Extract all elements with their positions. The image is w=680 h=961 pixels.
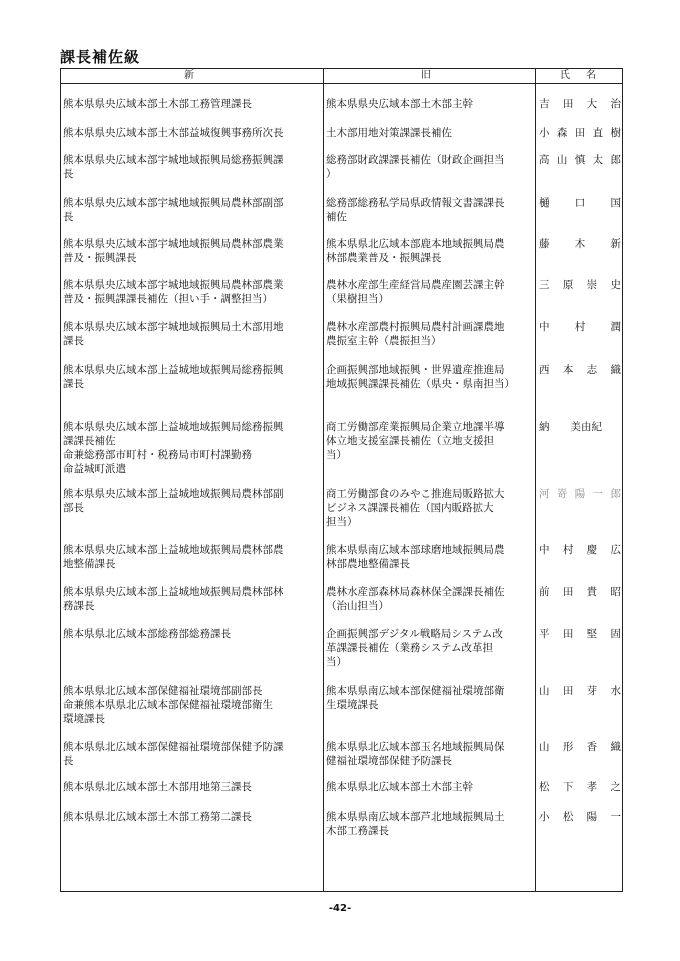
page-number: -42-	[328, 903, 352, 914]
row-9-old-cell: 商工労働部産業振興局企業立地課半導 体立地支援室課長補佐（立地支援担 当）	[326, 421, 505, 461]
row-14-new-cell: 熊本県県北広域本部保健福祉環境部副部長 命兼熊本県県北広域本部保健福祉環境部衛生 環境課長	[63, 685, 273, 725]
row-8-name-cell: 西本志織	[539, 364, 621, 376]
row-5-old-cell: 熊本県県北広域本部鹿本地域振興局農 林部農業普及・振興課長	[326, 238, 505, 264]
row-12-new-cell: 熊本県県央広域本部上益城地域振興局農林部林 務課長	[63, 586, 284, 612]
row-15-name-cell: 山形香織	[539, 741, 621, 753]
row-5-new-cell: 熊本県県央広域本部宇城地域振興局農林部農業 普及・振興課長	[63, 238, 284, 264]
row-7-new-cell: 熊本県県央広域本部宇城地域振興局土木部用地 課長	[63, 321, 284, 347]
row-12-name-cell: 前田貴昭	[539, 586, 621, 598]
row-13-name-cell: 平田堅固	[539, 628, 621, 640]
personnel-table	[60, 68, 623, 892]
row-2-new-cell: 熊本県県央広域本部土木部益城復興事務所次長	[63, 127, 284, 139]
row-10-name-cell: 河嵜陽一郎	[539, 488, 621, 500]
row-13-new-cell: 熊本県県北広域本部総務部総務課長	[63, 628, 231, 640]
header-divider	[61, 83, 622, 84]
row-3-name-cell: 高山慎太郎	[539, 154, 621, 166]
row-11-name-cell: 中村慶広	[539, 544, 621, 556]
row-17-name-cell: 小松陽一	[539, 811, 621, 823]
column-divider-old-name	[535, 69, 536, 891]
row-8-old-cell: 企画振興部地域振興・世界遺産推進局 地域振興課課長補佐（県央・県南担当）	[326, 364, 515, 390]
row-2-name-cell: 小森田直樹	[539, 127, 621, 139]
row-3-old-cell: 総務部財政課課長補佐（財政企画担当 ）	[326, 154, 505, 180]
row-16-new-cell: 熊本県県北広域本部土木部用地第三課長	[63, 781, 252, 793]
row-16-name-cell: 松下孝之	[539, 781, 621, 793]
row-14-old-cell: 熊本県県南広域本部保健福祉環境部衛 生環境課長	[326, 685, 505, 711]
row-11-new-cell: 熊本県県央広域本部上益城地域振興局農林部農 地整備課長	[63, 544, 284, 570]
row-10-new-cell: 熊本県県央広域本部上益城地域振興局農林部副 部長	[63, 488, 284, 514]
row-16-old-cell: 熊本県県北広域本部土木部主幹	[326, 781, 473, 793]
column-divider-new-old	[323, 69, 324, 891]
row-8-new-cell: 熊本県県央広域本部上益城地域振興局総務振興 課長	[63, 364, 284, 390]
row-6-old-cell: 農林水産部生産経営局農産園芸課主幹 （果樹担当）	[326, 279, 505, 305]
row-5-name-cell: 藤木新	[539, 238, 621, 250]
row-12-old-cell: 農林水産部森林局森林保全課課長補佐 （治山担当）	[326, 586, 505, 612]
row-17-new-cell: 熊本県県北広域本部土木部工務第二課長	[63, 811, 252, 823]
header-new: 新	[184, 70, 200, 81]
row-17-old-cell: 熊本県県南広域本部芦北地域振興局土 木部工務課長	[326, 811, 505, 837]
row-4-new-cell: 熊本県県央広域本部宇城地域振興局農林部副部 長	[63, 197, 284, 223]
row-9-name-cell: 納 美由紀	[539, 421, 602, 433]
row-15-new-cell: 熊本県県北広域本部保健福祉環境部保健予防課 長	[63, 741, 284, 767]
row-1-old-cell: 熊本県県央広域本部土木部主幹	[326, 98, 473, 110]
row-7-old-cell: 農林水産部農村振興局農村計画課農地 農振室主幹（農振担当）	[326, 321, 505, 347]
row-15-old-cell: 熊本県県北広域本部玉名地域振興局保 健福祉環境部保健予防課長	[326, 741, 505, 767]
row-3-new-cell: 熊本県県央広域本部宇城地域振興局総務振興課 長	[63, 154, 284, 180]
header-name: 氏 名	[560, 70, 599, 81]
row-10-old-cell: 商工労働部食のみやこ推進局販路拡大 ビジネス課課長補佐（国内販路拡大 担当）	[326, 488, 505, 528]
row-14-name-cell: 山田芽水	[539, 685, 621, 697]
row-6-name-cell: 三原崇史	[539, 279, 621, 291]
row-2-old-cell: 土木部用地対策課課長補佐	[326, 127, 452, 139]
row-4-old-cell: 総務部総務私学局県政情報文書課課長 補佐	[326, 197, 505, 223]
page-heading: 課長補佐級	[60, 48, 141, 66]
row-11-old-cell: 熊本県県南広域本部球磨地域振興局農 林部農地整備課長	[326, 544, 505, 570]
row-9-new-cell: 熊本県県央広域本部上益城地域振興局総務振興 課課長補佐 命兼総務部市町村・税務局市町村課勤務 命益城町派遣	[63, 421, 284, 475]
row-6-new-cell: 熊本県県央広域本部宇城地域振興局農林部農業 普及・振興課課長補佐（担い手・調整担当）	[63, 279, 284, 305]
row-4-name-cell: 樋口国	[539, 197, 621, 209]
row-7-name-cell: 中村潤	[539, 321, 621, 333]
row-13-old-cell: 企画振興部デジタル戦略局システム改 革課課長補佐（業務システム改革担 当）	[326, 628, 503, 668]
row-1-name-cell: 吉田大治	[539, 98, 621, 110]
header-old: 旧	[421, 70, 437, 81]
row-1-new-cell: 熊本県県央広域本部土木部工務管理課長	[63, 98, 252, 110]
